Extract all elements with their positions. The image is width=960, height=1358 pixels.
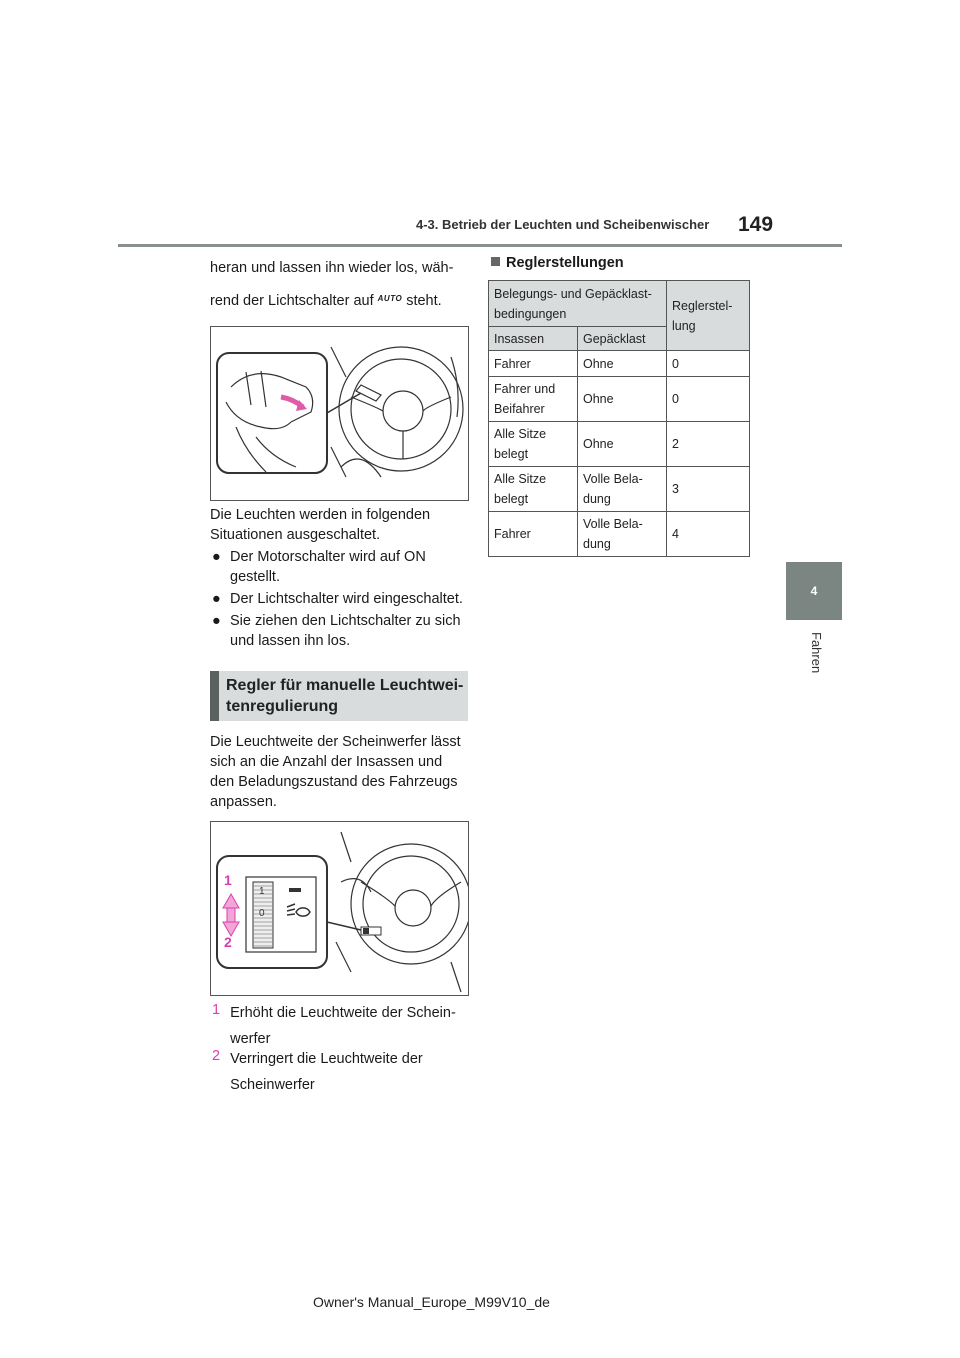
intro-line-2-text: rend der Lichtschalter auf (210, 293, 374, 309)
header-occupants: Insassen (489, 327, 578, 351)
regler-table (488, 280, 750, 557)
cell-setting: 3 (667, 467, 750, 512)
header-divider (118, 244, 842, 247)
cell-occupants: Alle Sitze belegt (489, 422, 578, 467)
item-text: Verringert die Leuchtweite der Scheinwerfer (230, 1051, 423, 1093)
bullet-text: Der Lichtschalter wird eingeschaltet. (230, 591, 463, 607)
table-row (489, 422, 750, 467)
table-row (489, 467, 750, 512)
dial-mark-zero: 0 (259, 908, 265, 919)
section-title: 4-3. Betrieb der Leuchten und Scheibenwischer (416, 217, 710, 232)
cell-occupants: Fahrer (489, 512, 578, 557)
cell-setting: 0 (667, 377, 750, 422)
chapter-label-text: Fahren (809, 632, 824, 674)
header-setting: Reglerstel-lung (667, 281, 750, 351)
arrow-down-label: 2 (224, 934, 232, 950)
bullet-dot-icon: ● (212, 549, 221, 565)
item-text: Erhöht die Leuchtweite der Schein-werfer (230, 1005, 456, 1047)
cell-setting: 2 (667, 422, 750, 467)
bullet-text: Sie ziehen den Lichtschalter zu sich und lassen ihn los. (230, 613, 461, 649)
auto-symbol: AUTO (377, 294, 403, 303)
bullet-item (212, 547, 470, 587)
table-section-title (491, 255, 624, 271)
bullet-dot-icon: ● (212, 613, 221, 629)
heading-bar (210, 671, 219, 721)
bullet-item (212, 611, 470, 651)
numbered-item (212, 1000, 470, 1052)
table-row (489, 512, 750, 557)
light-switch-illustration (211, 327, 468, 500)
cell-occupants: Fahrer (489, 351, 578, 377)
cell-occupants: Alle Sitze belegt (489, 467, 578, 512)
item-number: 1 (212, 1002, 221, 1018)
cell-luggage: Volle Bela-dung (578, 467, 667, 512)
page-number: 149 (738, 213, 774, 236)
intro-line-2-end: steht. (406, 293, 442, 309)
header-luggage: Gepäcklast (578, 327, 667, 351)
intro-line-2 (210, 289, 442, 311)
leveling-dial-illustration (211, 822, 468, 995)
arrow-up-label: 1 (224, 872, 232, 888)
dial-mark-top: 1 (259, 886, 265, 897)
table-row (489, 351, 750, 377)
bullet-dot-icon: ● (212, 591, 221, 607)
cell-luggage: Ohne (578, 377, 667, 422)
chapter-tab: 4 (786, 562, 842, 620)
cell-setting: 0 (667, 351, 750, 377)
table-section-title-text: Reglerstellungen (506, 255, 624, 271)
header-conditions: Belegungs- und Gepäcklast-bedingungen (489, 281, 667, 327)
square-bullet-icon (491, 257, 500, 266)
cell-luggage: Ohne (578, 422, 667, 467)
cell-setting: 4 (667, 512, 750, 557)
figure-leveling-dial (210, 821, 469, 996)
figure-light-switch (210, 326, 469, 501)
section-text: Die Leuchtweite der Scheinwerfer lässt sich an die Anzahl der Insassen und den Beladungszustand des Fahrzeugs anpassen. (210, 734, 461, 810)
section-heading (210, 671, 468, 721)
cell-luggage: Volle Bela-dung (578, 512, 667, 557)
table-header-row (489, 281, 750, 327)
numbered-item (212, 1046, 470, 1098)
table-row (489, 377, 750, 422)
intro-line-1: heran und lassen ihn wieder los, wäh- (210, 260, 454, 276)
cell-luggage: Ohne (578, 351, 667, 377)
chapter-label (800, 632, 830, 692)
section-heading-text: Regler für manuelle Leuchtwei-tenregulierung (226, 677, 464, 715)
footer-text: Owner's Manual_Europe_M99V10_de (313, 1294, 550, 1310)
bullet-item (212, 589, 470, 609)
bullet-text: Der Motorschalter wird auf ON gestellt. (230, 549, 426, 585)
item-number: 2 (212, 1048, 221, 1064)
cell-occupants: Fahrer und Beifahrer (489, 377, 578, 422)
off-intro: Die Leuchten werden in folgenden Situationen ausgeschaltet. (210, 507, 431, 543)
